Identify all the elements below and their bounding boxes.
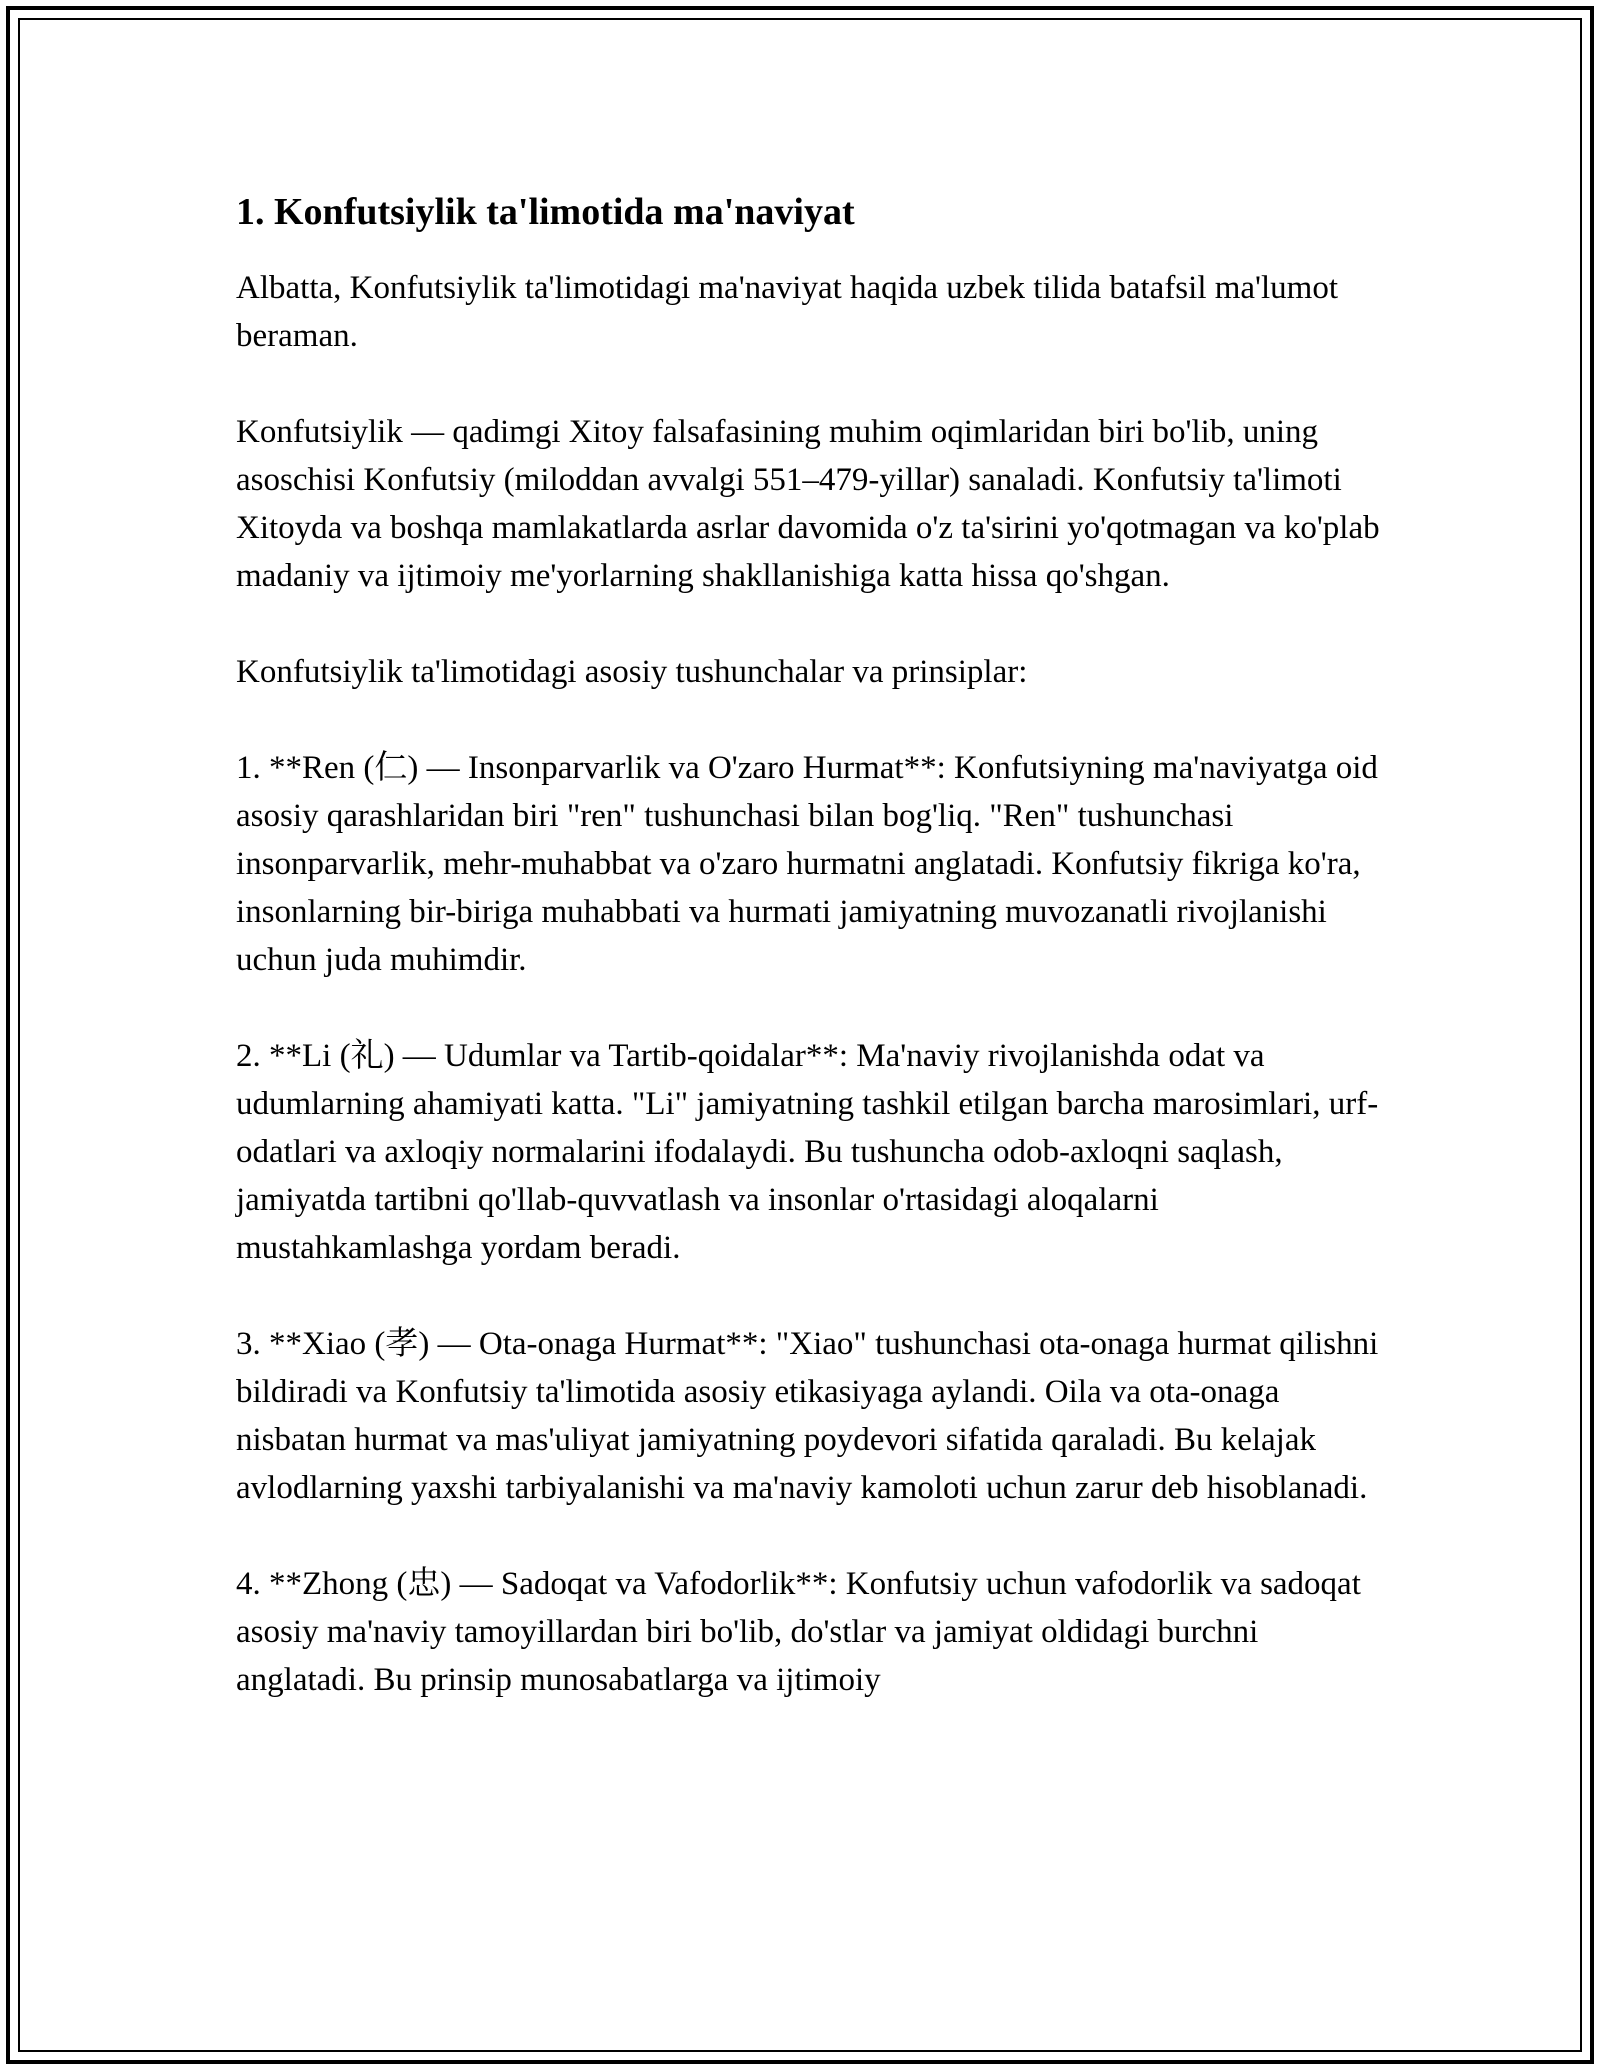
paragraph-intro: Albatta, Konfutsiylik ta'limotidagi ma'naviyat haqida uzbek tilida batafsil ma'lumot beraman.: [236, 270, 1339, 354]
paragraph-ren: 1. **Ren (仁) — Insonparvarlik va O'zaro Hurmat**: Konfutsiyning ma'naviyatga oid asosiy qarashlaridan biri "ren" tushunchasi bilan bog'liq. "Ren" tushunchasi insonparvarlik, mehr-muhabbat va o'zaro hurmatni anglatadi. Konfutsiy fikriga ko'ra, insonlarning bir-biriga muhabbati va hurmati jamiyatning muvozanatli rivojlanishi uchun juda muhimdir.: [236, 750, 1378, 978]
paragraph-xiao: 3. **Xiao (孝) — Ota-onaga Hurmat**: "Xiao" tushunchasi ota-onaga hurmat qilishni bildiradi va Konfutsiy ta'limotida asosiy etikasiyaga aylandi. Oila va ota-onaga nisbatan hurmat va mas'uliyat jamiyatning poydevori sifatida qaraladi. Bu kelajak avlodlarning yaxshi tarbiyalanishi va ma'naviy kamoloti uchun zarur deb hisoblanadi.: [236, 1326, 1379, 1506]
paragraph-li: 2. **Li (礼) — Udumlar va Tartib-qoidalar**: Ma'naviy rivojlanishda odat va udumlarning ahamiyati katta. "Li" jamiyatning tashkil etilgan barcha marosimlari, urf-odatlari va axloqiy normalarini ifodalaydi. Bu tushuncha odob-axloqni saqlash, jamiyatda tartibni qo'llab-quvvatlash va insonlar o'rtasidagi aloqalarni mustahkamlashga yordam beradi.: [236, 1038, 1379, 1266]
document-body: [236, 182, 1386, 1752]
section-heading: 1. Konfutsiylik ta'limotida ma'naviyat: [236, 191, 855, 233]
paragraph-zhong: 4. **Zhong (忠) — Sadoqat va Vafodorlik**: Konfutsiy uchun vafodorlik va sadoqat asosiy ma'naviy tamoyillardan biri bo'lib, do'stlar va jamiyat oldidagi burchni anglatadi. Bu prinsip munosabatlarga va ijtimoiy: [236, 1566, 1361, 1698]
paragraph-overview: Konfutsiylik — qadimgi Xitoy falsafasining muhim oqimlaridan biri bo'lib, uning asoschisi Konfutsiy (miloddan avvalgi 551–479-yillar) sanaladi. Konfutsiy ta'limoti Xitoyda va boshqa mamlakatlarda asrlar davomida o'z ta'sirini yo'qotmagan va ko'plab madaniy va ijtimoiy me'yorlarning shakllanishiga katta hissa qo'shgan.: [236, 414, 1380, 594]
paragraph-principles-lead: Konfutsiylik ta'limotidagi asosiy tushunchalar va prinsiplar:: [236, 654, 1028, 690]
